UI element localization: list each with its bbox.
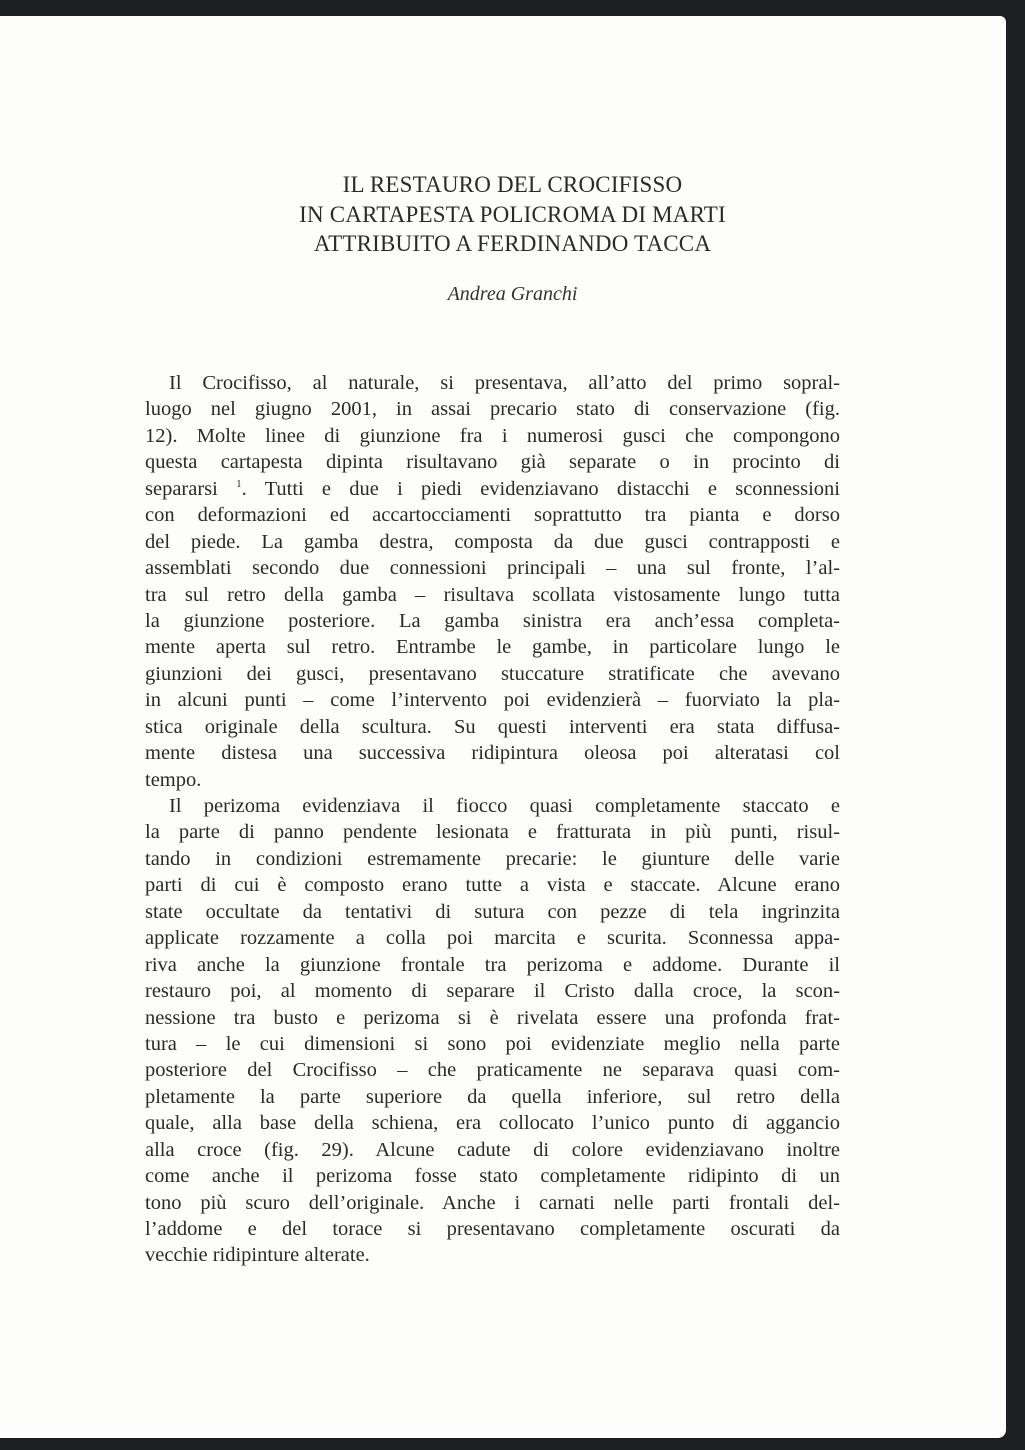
text-line: applicate rozzamente a colla poi marcita e scurita. Sconnessa appa- xyxy=(145,927,840,950)
text-line: vecchie ridipinture alterate. xyxy=(145,1244,370,1267)
text-line: posteriore del Crocifisso – che praticamente ne separava quasi com- xyxy=(145,1059,840,1082)
text-line: mente aperta sul retro. Entrambe le gambe, in particolare lungo le xyxy=(145,636,840,659)
paragraph-1 xyxy=(145,370,840,793)
text-line: del piede. La gamba destra, composta da due gusci contrapposti e xyxy=(145,530,840,553)
title-line: IN CARTAPESTA POLICROMA DI MARTI xyxy=(299,201,726,227)
text-line: la parte di panno pendente lesionata e fratturata in più punti, risul- xyxy=(145,821,840,844)
text-line: come anche il perizoma fosse stato completamente ridipinto di un xyxy=(145,1165,840,1188)
text-line: stica originale della scultura. Su questi interventi era stata diffusa- xyxy=(145,715,840,738)
author-name: Andrea Granchi xyxy=(447,283,578,305)
text-line: 12). Molte linee di giunzione fra i numerosi gusci che compongono xyxy=(145,424,840,447)
text-line xyxy=(145,476,840,502)
text-line: assemblati secondo due connessioni principali – una sul fronte, l’al- xyxy=(145,557,840,580)
article-title xyxy=(0,170,1025,259)
text-line: Il perizoma evidenziava il fiocco quasi completamente staccato e xyxy=(169,795,840,817)
paragraph-2 xyxy=(145,793,840,1269)
text-line: tono più scuro dell’originale. Anche i carnati nelle parti frontali del- xyxy=(145,1191,840,1214)
text-span: separarsi xyxy=(145,477,218,500)
text-line: Il Crocifisso, al naturale, si presentava, all’atto del primo sopral- xyxy=(169,372,840,394)
text-line: state occultate da tentativi di sutura con pezze di tela ingrinzita xyxy=(145,900,840,923)
text-line: tra sul retro della gamba – risultava scollata vistosamente lungo tutta xyxy=(145,583,840,606)
article-body xyxy=(145,370,840,1269)
text-line: parti di cui è composto erano tutte a vista e staccate. Alcune erano xyxy=(145,874,840,897)
text-line: la giunzione posteriore. La gamba sinistra era anch’essa completa- xyxy=(145,609,840,632)
title-line: ATTRIBUITO A FERDINANDO TACCA xyxy=(313,231,712,256)
footnote-mark: 1 xyxy=(236,477,242,490)
text-span: . Tutti e due i piedi evidenziavano distacchi e sconnessioni xyxy=(241,477,840,500)
text-line: questa cartapesta dipinta risultavano già separate o in procinto di xyxy=(145,451,840,474)
text-line: mente distesa una successiva ridipintura oleosa poi alteratasi col xyxy=(145,742,840,765)
text-line: riva anche la giunzione frontale tra perizoma e addome. Durante il xyxy=(145,953,840,976)
text-line: giunzioni dei gusci, presentavano stuccature stratificate che avevano xyxy=(145,662,840,685)
text-line: con deformazioni ed accartocciamenti soprattutto tra pianta e dorso xyxy=(145,504,840,527)
text-line: tando in condizioni estremamente precarie: le giunture delle varie xyxy=(145,847,840,870)
text-line: pletamente la parte superiore da quella inferiore, sul retro della xyxy=(145,1085,840,1108)
text-line: l’addome e del torace si presentavano completamente oscurati da xyxy=(145,1218,840,1240)
text-line: restauro poi, al momento di separare il Cristo dalla croce, la scon- xyxy=(145,980,840,1003)
text-line: alla croce (fig. 29). Alcune cadute di colore evidenziavano inoltre xyxy=(145,1138,840,1161)
text-line: luogo nel giugno 2001, in assai precario stato di conservazione (fig. xyxy=(145,398,840,421)
text-line: quale, alla base della schiena, era collocato l’unico punto di aggancio xyxy=(145,1112,840,1135)
title-line: IL RESTAURO DEL CROCIFISSO xyxy=(342,172,683,197)
text-line: nessione tra busto e perizoma si è rivelata essere una profonda frat- xyxy=(145,1006,840,1029)
text-line: in alcuni punti – come l’intervento poi evidenzierà – fuorviato la pla- xyxy=(145,689,840,712)
text-line: tura – le cui dimensioni si sono poi evidenziate meglio nella parte xyxy=(145,1032,840,1055)
text-line: tempo. xyxy=(145,768,202,791)
